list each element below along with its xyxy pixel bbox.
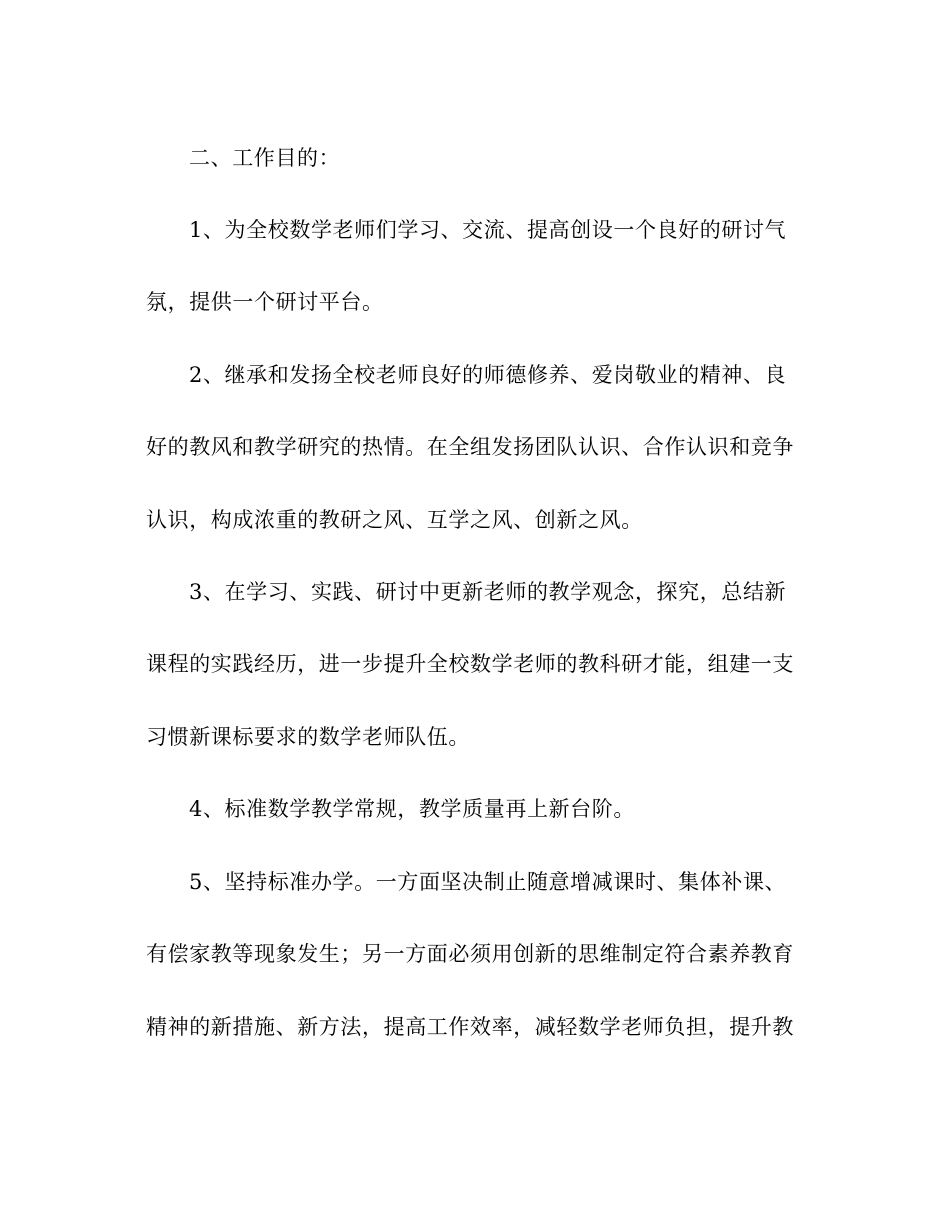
paragraph-5-line-2: 有偿家教等现象发生；另一方面必须用创新的思维制定符合素养教育 [146,942,794,966]
paragraph-4-line-1: 4、标准数学教学常规，教学质量再上新台阶。 [189,797,635,821]
paragraph-2-line-3: 认识，构成浓重的教研之风、互学之风、创新之风。 [146,508,643,532]
paragraph-1-line-1: 1、为全校数学老师们学习、交流、提高创设一个良好的研讨气 [189,218,787,242]
paragraph-3-line-3: 习惯新课标要求的数学老师队伍。 [146,725,470,749]
paragraph-2-line-2: 好的教风和教学研究的热情。在全组发扬团队认识、合作认识和竞争 [146,435,794,459]
section-heading: 二、工作目的： [189,146,341,170]
paragraph-3-line-2: 课程的实践经历，进一步提升全校数学老师的教科研才能，组建一支 [146,652,794,676]
paragraph-5-line-1: 5、坚持标准办学。一方面坚决制止随意增减课时、集体补课、 [189,870,787,894]
paragraph-2-line-1: 2、继承和发扬全校老师良好的师德修养、爱岗敬业的精神、良 [189,363,787,387]
paragraph-3-line-1: 3、在学习、实践、研讨中更新老师的教学观念，探究，总结新 [189,580,787,604]
paragraph-1-line-2: 氛，提供一个研讨平台。 [146,290,384,314]
paragraph-5-line-3: 精神的新措施、新方法，提高工作效率，减轻数学老师负担，提升教 [146,1015,794,1039]
